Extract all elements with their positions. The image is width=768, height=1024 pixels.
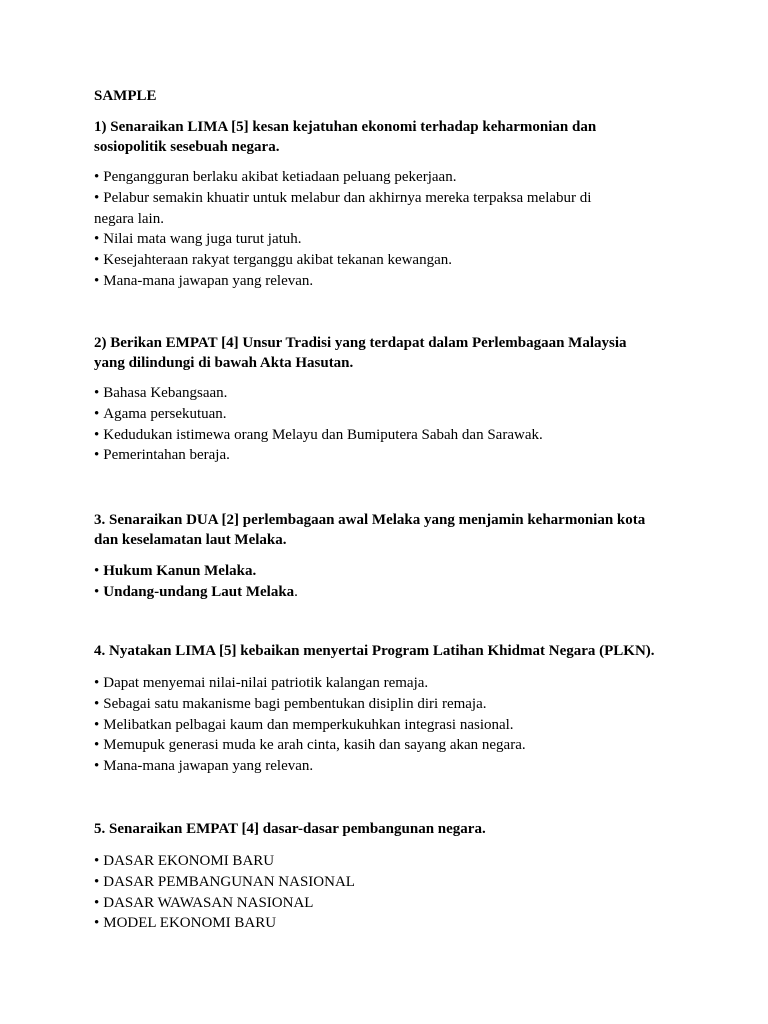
answer-item [94, 271, 614, 292]
bullet-icon: • [94, 231, 100, 248]
answer-text: Kedudukan istimewa orang Melayu dan Bumiputera Sabah dan Sarawak. [103, 426, 543, 443]
question-section-1 [94, 117, 694, 292]
answer-item [94, 582, 614, 603]
answer-text: DASAR WAWASAN NASIONAL [103, 894, 314, 911]
answer-text: Mana-mana jawapan yang relevan. [103, 272, 314, 289]
answer-item [94, 735, 614, 756]
question-1 [94, 117, 694, 157]
bullet-icon: • [94, 915, 100, 932]
question-line: 2) Berikan EMPAT [4] Unsur Tradisi yang terdapat dalam Perlembagaan Malaysia [94, 335, 627, 351]
bullet-icon: • [94, 675, 100, 691]
answer-item [94, 694, 614, 715]
bullet-icon: • [94, 695, 100, 712]
bullet-icon: • [94, 272, 100, 289]
answer-text: Pelabur semakin khuatir untuk melabur dan akhirnya mereka terpaksa melabur di negara lain. [94, 189, 592, 227]
bullet-icon: • [94, 405, 100, 422]
question-5 [94, 819, 694, 839]
bullet-icon: • [94, 426, 100, 443]
bullet-icon: • [94, 583, 100, 600]
question-2 [94, 333, 694, 373]
answer-item [94, 445, 614, 466]
answer-list-3 [94, 561, 614, 603]
question-line: 4. Nyatakan LIMA [5] kebaikan menyertai Program Latihan Khidmat Negara (PLKN). [94, 643, 655, 659]
question-3 [94, 510, 694, 550]
question-line: yang dilindungi di bawah Akta Hasutan. [94, 355, 354, 371]
answer-list-5 [94, 851, 614, 934]
bullet-icon: • [94, 894, 100, 911]
question-section-2 [94, 333, 694, 466]
answer-item [94, 673, 614, 694]
question-line: 5. Senaraikan EMPAT [4] dasar-dasar pembangunan negara. [94, 821, 486, 837]
answer-item [94, 404, 614, 425]
bullet-icon: • [94, 873, 100, 890]
answer-text: Memupuk generasi muda ke arah cinta, kasih dan sayang akan negara. [103, 737, 526, 754]
answer-text: Dapat menyemai nilai-nilai patriotik kalangan remaja. [103, 675, 429, 691]
question-line: sosiopolitik sesebuah negara. [94, 139, 280, 155]
answer-item [94, 715, 614, 736]
answer-text: Hukum Kanun Melaka. [103, 563, 257, 579]
answer-item [94, 383, 614, 404]
answer-text: MODEL EKONOMI BARU [103, 915, 277, 932]
bullet-icon: • [94, 853, 100, 869]
answer-text: Sebagai satu makanisme bagi pembentukan disiplin diri remaja. [103, 695, 487, 712]
question-line: dan keselamatan laut Melaka. [94, 532, 287, 548]
question-4 [94, 641, 694, 661]
bullet-icon: • [94, 758, 100, 775]
answer-item [94, 229, 614, 250]
answer-item [94, 188, 614, 230]
answer-item [94, 913, 614, 934]
answer-text: DASAR EKONOMI BARU [103, 853, 275, 869]
answer-text: Melibatkan pelbagai kaum dan memperkukuhkan integrasi nasional. [103, 716, 514, 733]
answer-text: Pengangguran berlaku akibat ketiadaan peluang pekerjaan. [103, 169, 457, 185]
answer-item [94, 425, 614, 446]
bullet-icon: • [94, 252, 100, 269]
bullet-icon: • [94, 447, 100, 464]
question-line: 3. Senaraikan DUA [2] perlembagaan awal Melaka yang menjamin keharmonian kota [94, 512, 646, 528]
answer-list-4 [94, 673, 614, 777]
answer-item [94, 561, 614, 582]
bullet-icon: • [94, 737, 100, 754]
question-section-3 [94, 510, 694, 603]
answer-list-1 [94, 167, 614, 292]
answer-item [94, 167, 614, 188]
answer-list-2 [94, 383, 614, 466]
answer-text: Mana-mana jawapan yang relevan. [103, 758, 314, 775]
answer-item [94, 250, 614, 271]
bullet-icon: • [94, 169, 100, 185]
answer-text: Kesejahteraan rakyat terganggu akibat tekanan kewangan. [103, 252, 452, 269]
answer-trailing-period: . [294, 583, 298, 600]
answer-text: Nilai mata wang juga turut jatuh. [103, 231, 302, 248]
question-line: 1) Senaraikan LIMA [5] kesan kejatuhan ekonomi terhadap keharmonian dan [94, 119, 597, 135]
answer-item [94, 893, 614, 914]
answer-text: Undang-undang Laut Melaka [103, 583, 295, 600]
document-title: SAMPLE [94, 88, 157, 104]
answer-text: Bahasa Kebangsaan. [103, 385, 228, 401]
answer-text: DASAR PEMBANGUNAN NASIONAL [103, 873, 355, 890]
answer-text: Agama persekutuan. [103, 405, 227, 422]
answer-text: Pemerintahan beraja. [103, 447, 230, 464]
answer-item [94, 756, 614, 777]
answer-item [94, 851, 614, 872]
answer-item [94, 872, 614, 893]
question-section-4 [94, 641, 694, 777]
bullet-icon: • [94, 189, 100, 206]
question-section-5 [94, 819, 694, 934]
bullet-icon: • [94, 716, 100, 733]
bullet-icon: • [94, 385, 100, 401]
bullet-icon: • [94, 563, 100, 579]
